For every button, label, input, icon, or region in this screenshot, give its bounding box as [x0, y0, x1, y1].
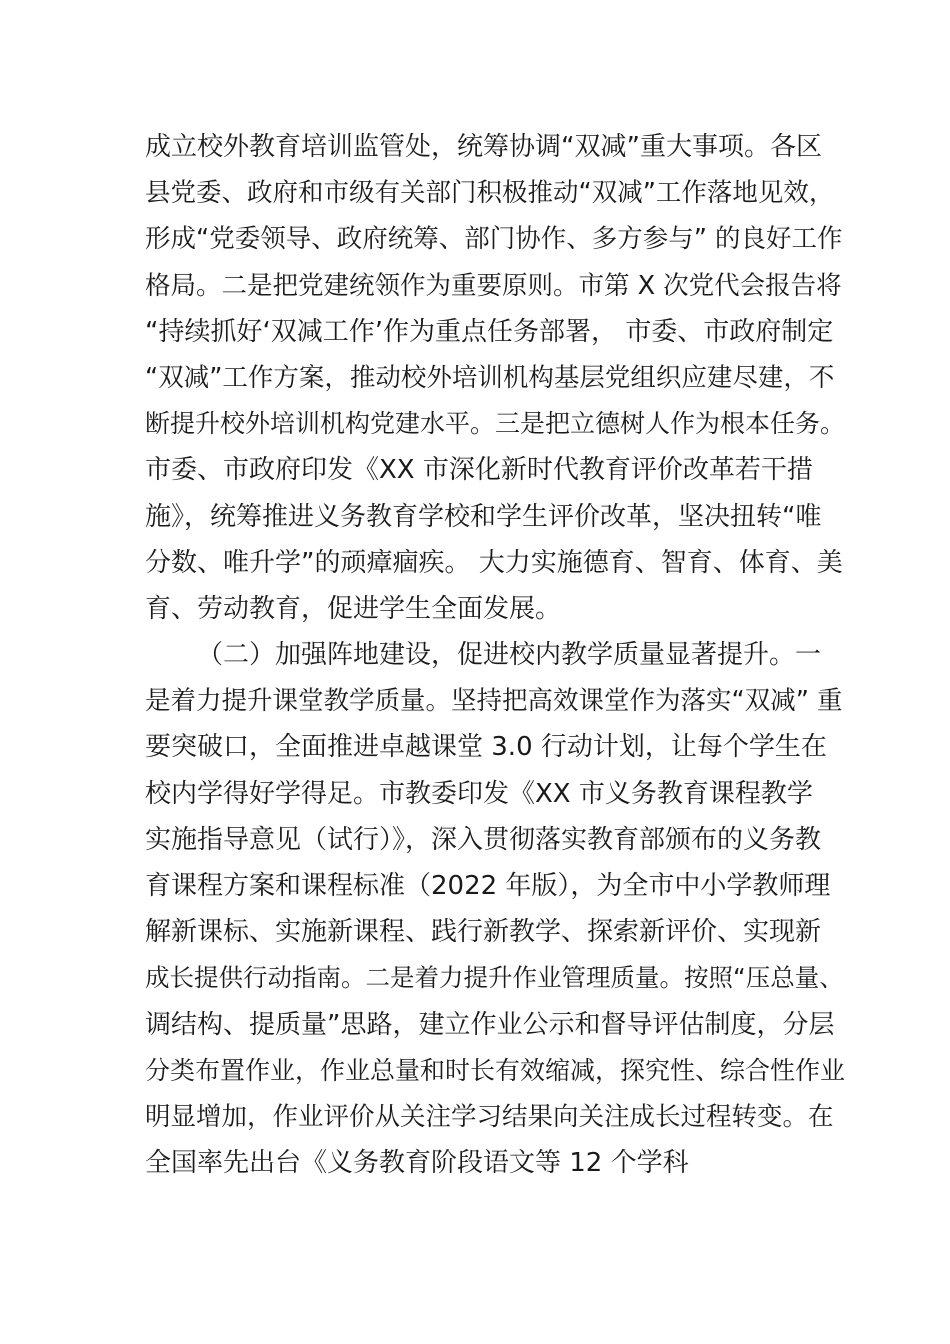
text-line: 市委、市政府印发《XX 市深化新时代教育评价改革若干措 — [145, 455, 813, 486]
text-line: 实施指导意见（试行）》，深入贯彻落实教育部颁布的义务教 — [145, 824, 822, 855]
text-line: 校内学得好学得足。市教委印发《XX 市义务教育课程教学 — [145, 778, 813, 809]
text-line: “双减”工作方案，推动校外培训机构基层党组织应建尽建，不 — [145, 362, 835, 393]
text-line: 施》，统筹推进义务教育学校和学生评价改革，坚决扭转“唯 — [145, 501, 822, 532]
text-line: 分数、唯升学”的顽瘴痼疾。 大力实施德育、智育、体育、美 — [145, 547, 843, 578]
text-line: 解新课标、实施新课程、践行新教学、探索新评价、实现新 — [145, 917, 822, 948]
text-line: 育课程方案和课程标准（2022 年版），为全市中小学教师理 — [145, 871, 831, 901]
body-text — [145, 124, 845, 1186]
text-line: 断提升校外培训机构党建水平。三是把立德树人作为根本任务。 — [145, 409, 846, 439]
text-line: “持续抓好‘双减工作’作为重点任务部署， 市委、市政府制定 — [145, 316, 834, 347]
text-line: 分类布置作业，作业总量和时长有效缩减，探究性、综合性作业 — [145, 1055, 846, 1085]
text-line: 调结构、提质量”思路，建立作业公示和督导评估制度，分层 — [145, 1009, 835, 1040]
text-line: 明显增加，作业评价从关注学习结果向关注成长过程转变。在 — [145, 1101, 834, 1132]
text-line: 育、劳动教育，促进学生全面发展。 — [145, 593, 562, 624]
text-line: 格局。二是把党建统领作为重要原则。市第 X 次党代会报告将 — [145, 270, 842, 301]
text-line: 成立校外教育培训监管处，统筹协调“双减”重大事项。各区 — [145, 132, 822, 162]
section-heading-line: （二）加强阵地建设，促进校内教学质量显著提升。一 — [197, 640, 822, 671]
text-line: 形成“党委领导、政府统筹、部门协作、多方参与” 的良好工作 — [145, 224, 843, 255]
text-line: 是着力提升课堂教学质量。坚持把高效课堂作为落实“双减” 重 — [145, 686, 843, 717]
text-line: 要突破口，全面推进卓越课堂 3.0 行动计划，让每个学生在 — [145, 732, 827, 763]
text-line: 全国率先出台《义务教育阶段语文等 12 个学科 — [145, 1148, 689, 1179]
text-line: 县党委、政府和市级有关部门积极推动“双减”工作落地见效， — [145, 178, 835, 209]
text-line: 成长提供行动指南。二是着力提升作业管理质量。按照“压总量、 — [145, 963, 844, 993]
